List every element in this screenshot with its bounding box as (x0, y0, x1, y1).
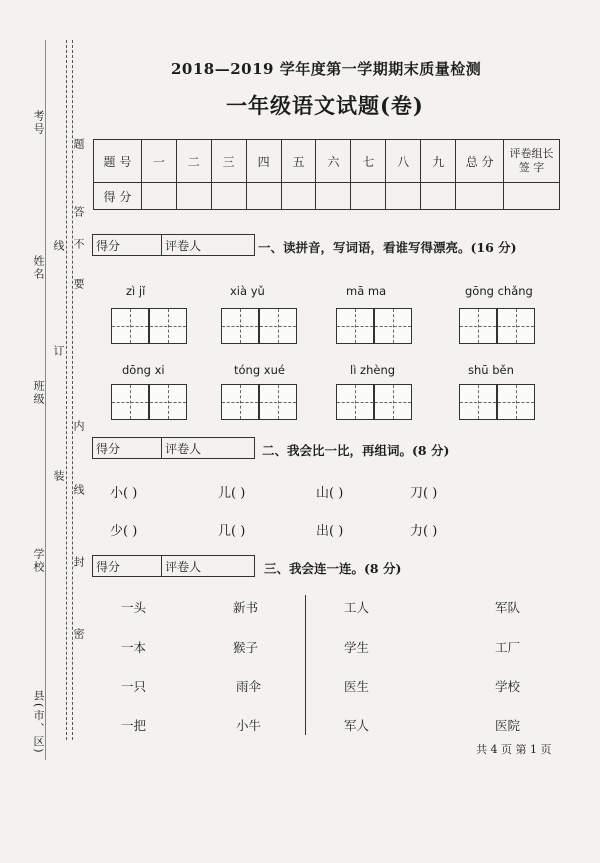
score-cell[interactable] (246, 183, 281, 210)
score-cell[interactable] (176, 183, 211, 210)
score-cell[interactable] (141, 183, 176, 210)
compare-item[interactable]: 几( ) (218, 524, 246, 539)
year-line: 2018—2019 学年度第一学期期末质量检测 (171, 60, 482, 78)
score-table-header-cell: 三 (211, 140, 246, 183)
score-box-grader: 评卷人 (165, 441, 202, 456)
seal-char-1: 题 (72, 138, 85, 151)
seal-char-2: 答 (72, 206, 85, 219)
score-row-label: 得 分 (94, 183, 142, 210)
match-left-b[interactable]: 雨伞 (236, 679, 262, 694)
score-cell[interactable] (281, 183, 316, 210)
writing-grid-cell[interactable] (497, 308, 535, 344)
page-number: 共 4 页 第 1 页 (476, 743, 552, 756)
school-label: 学校 (32, 548, 45, 574)
match-left-a[interactable]: 一把 (121, 718, 147, 733)
seal-char-8: 密 (72, 628, 85, 641)
match-left-a[interactable]: 一只 (121, 679, 147, 694)
section3-score-box (92, 555, 255, 577)
seal-char-5: 内 (72, 420, 85, 433)
match-right-b[interactable]: 学校 (495, 679, 521, 694)
score-table (93, 139, 560, 210)
pinyin-label: shū běn (468, 363, 514, 377)
compare-item[interactable]: 少( ) (110, 524, 138, 539)
writing-grid-cell[interactable] (259, 384, 297, 420)
writing-grid-cell[interactable] (149, 308, 187, 344)
score-box-score: 得分 (93, 235, 162, 255)
writing-grid-cell[interactable] (497, 384, 535, 420)
score-cell[interactable] (386, 183, 421, 210)
exam-no-label: 考号 (32, 110, 45, 136)
match-left-b[interactable]: 猴子 (233, 640, 259, 655)
pinyin-label: mā ma (346, 284, 387, 298)
writing-grid-cell[interactable] (149, 384, 187, 420)
score-box-score: 得分 (93, 556, 162, 576)
section1-title: 一、读拼音，写词语，看谁写得漂亮。(16 分) (258, 240, 517, 255)
score-box-grader: 评卷人 (165, 238, 202, 253)
section1-score-box (92, 234, 255, 256)
cut-char-2: 订 (52, 345, 65, 358)
compare-item[interactable]: 山( ) (316, 486, 344, 501)
score-cell[interactable] (351, 183, 386, 210)
match-left-a[interactable]: 一头 (121, 600, 147, 615)
writing-grid-cell[interactable] (459, 384, 497, 420)
match-right-b[interactable]: 军队 (495, 600, 521, 615)
pinyin-label: dōng xi (122, 363, 165, 377)
score-box-score: 得分 (93, 438, 162, 458)
writing-grid-cell[interactable] (221, 308, 259, 344)
compare-item[interactable]: 出( ) (316, 524, 344, 539)
section3-title: 三、我会连一连。(8 分) (264, 561, 402, 576)
writing-grid-cell[interactable] (374, 384, 412, 420)
compare-item[interactable]: 儿( ) (218, 486, 246, 501)
pinyin-label: zì jǐ (126, 284, 146, 298)
match-right-a[interactable]: 医生 (344, 679, 370, 694)
compare-item[interactable]: 力( ) (410, 524, 438, 539)
name-label: 姓名 (32, 255, 45, 281)
section3-divider (305, 595, 306, 735)
score-table-header-cell: 五 (281, 140, 316, 183)
seal-char-6: 线 (72, 484, 85, 497)
score-table-header-cell: 总 分 (456, 140, 504, 183)
binding-dotted-line-1 (66, 40, 67, 740)
section2-score-box (92, 437, 255, 459)
score-table-header-cell: 八 (386, 140, 421, 183)
class-label: 班级 (32, 380, 45, 406)
cut-char-3: 装 (52, 470, 65, 483)
score-cell[interactable] (211, 183, 246, 210)
seal-char-3: 要 (72, 278, 85, 291)
writing-grid-cell[interactable] (336, 384, 374, 420)
score-cell[interactable] (421, 183, 456, 210)
compare-item[interactable]: 刀( ) (410, 486, 438, 501)
match-left-a[interactable]: 一本 (121, 640, 147, 655)
score-table-header-cell: 四 (246, 140, 281, 183)
score-table-header-cell: 六 (316, 140, 351, 183)
writing-grid-cell[interactable] (111, 308, 149, 344)
seal-char-7: 封 (72, 556, 85, 569)
match-left-b[interactable]: 新书 (233, 600, 259, 615)
score-table-header-cell: 题 号 (94, 140, 142, 183)
match-left-b[interactable]: 小牛 (236, 718, 262, 733)
compare-item[interactable]: 小( ) (110, 486, 138, 501)
match-right-b[interactable]: 医院 (495, 718, 521, 733)
writing-grid-cell[interactable] (459, 308, 497, 344)
score-table-header-cell: 九 (421, 140, 456, 183)
writing-grid-cell[interactable] (111, 384, 149, 420)
county-label: 县(市、区) (32, 690, 45, 755)
match-right-a[interactable]: 工人 (344, 600, 370, 615)
score-box-grader: 评卷人 (165, 559, 202, 574)
pinyin-label: xià yǔ (230, 284, 265, 298)
pinyin-label: lì zhèng (350, 363, 396, 377)
match-right-a[interactable]: 军人 (344, 718, 370, 733)
score-cell[interactable] (316, 183, 351, 210)
writing-grid-cell[interactable] (374, 308, 412, 344)
match-right-a[interactable]: 学生 (344, 640, 370, 655)
writing-grid-cell[interactable] (336, 308, 374, 344)
pinyin-label: gōng chǎng (465, 284, 533, 298)
match-right-b[interactable]: 工厂 (495, 640, 521, 655)
score-cell[interactable] (456, 183, 504, 210)
seal-char-4: 不 (72, 238, 85, 251)
section2-title: 二、我会比一比，再组词。(8 分) (262, 443, 450, 458)
writing-grid-cell[interactable] (259, 308, 297, 344)
score-table-header-cell: 七 (351, 140, 386, 183)
score-cell[interactable] (504, 183, 560, 210)
writing-grid-cell[interactable] (221, 384, 259, 420)
cut-char-1: 线 (52, 240, 65, 253)
score-table-header-cell: 评卷组长 签 字 (504, 140, 560, 183)
score-table-header-cell: 一 (141, 140, 176, 183)
pinyin-label: tóng xué (234, 363, 285, 377)
score-table-header-cell: 二 (176, 140, 211, 183)
page-title: 一年级语文试题(卷) (226, 93, 424, 118)
